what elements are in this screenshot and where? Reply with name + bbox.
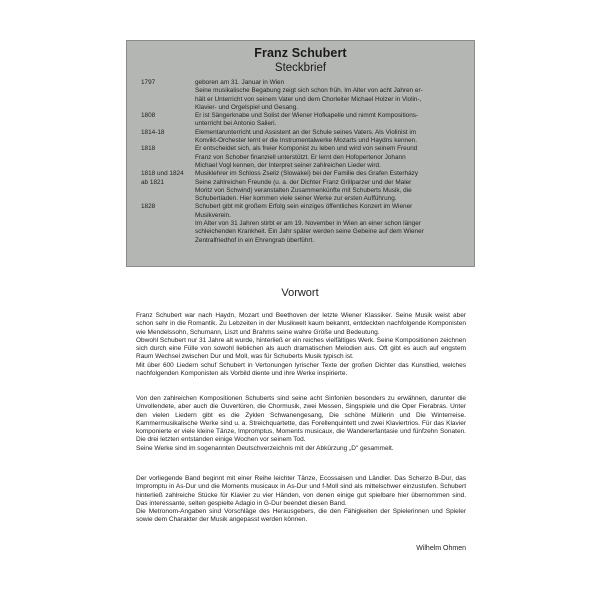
steckbrief-entry [141, 203, 471, 244]
entry-year: 1828 [141, 203, 156, 211]
steckbrief-subtitle: Steckbrief [274, 62, 327, 74]
vorwort-heading: Vorwort [281, 287, 319, 299]
entry-text: Er entscheidet sich, als freier Komponist zu leben und wird von seinem Freund Franz von Schober finanziell unterstützt. Er lernt den Hofopertenor Johann Michael Vogl kennen, der Interpret seiner zahlreichen Lieder wird. [195, 145, 418, 169]
steckbrief-entry [141, 79, 471, 112]
vorwort-paragraph-1: Franz Schubert war nach Haydn, Mozart und Beethoven der letzte Wiener Klassiker. Seine Musik weist aber schon sehr in die Romantik. Zu Lebzeiten in der Musikwelt kaum bekannt, entdeckten nachfolgende Komponisten wie Mendelssohn, Schumann, Liszt und Brahms seine wahre Größe und Bedeutung. Obwohl Schubert nur 31 Jahre alt wurde, hinterließ er ein reiches vielfältiges Werk. Seine Kompositionen zeichnen sich durch eine Fülle von sowohl lieblichen als auch dramatischen Melodien aus. Oft gibt es auch auf engstem Raum Wechsel zwischen Dur und Moll, was für Schuberts Musik typisch ist. Mit über 600 Liedern schuf Schubert in Vertonungen lyrischer Texte der großen Dichter das Kunstlied, welches nachfolgenden Komponisten als Vorbild diente und ihre Werke inspirierte. [136, 312, 466, 378]
entry-text: geboren am 31. Januar in Wien Seine musikalische Begabung zeigt sich schon früh. Im Alter von acht Jahren er- hält er Unterricht von seinem Vater und dem Chorleiter Michael Holzer in Violin-, Klavier- und Orgelspiel und Gesang. [195, 79, 423, 111]
steckbrief-entry [141, 129, 471, 146]
steckbrief-entry [141, 145, 471, 170]
steckbrief-entries [141, 79, 471, 245]
entry-year: 1808 [141, 112, 156, 120]
entry-year: 1814-18 [141, 128, 165, 136]
steckbrief-entry [141, 179, 471, 204]
entry-year: 1818 [141, 145, 156, 153]
entry-text: Elementarunterricht und Assistent an der Schule seines Vaters. Als Violinist im Konvikt-Orchester lernt er die Instrumentalwerke Mozarts und Haydns kennen. [195, 128, 417, 145]
author-signature: Wilhelm Ohmen [416, 545, 466, 552]
entry-text: Seine zahlreichen Freunde (u. a. der Dichter Franz Grillparzer und der Maler Moritz von Schwind) veranstalten Zusammenkünfte mit Schuberts Musik, die Schubertiaden. Hier kommen viele seiner Werke zur ersten Aufführung. [195, 178, 412, 203]
entry-year: 1818 und 1824 [141, 170, 184, 178]
entry-year: ab 1821 [141, 178, 165, 186]
vorwort-paragraph-2: Von den zahlreichen Kompositionen Schuberts sind seine acht Sinfonien besonders zu erwähnen, darunter die Unvollendete, aber auch die Ouvertüren, die Chormusik, zwei Messen, Singspiele und die Oper Fierabras. Unter den vielen Liedern gibt es die Zyklen Schwanengesang, Die schöne Müllerin und Die Winterreise. Kammermusikalische Werke sind u. a. Streichquartette, das Forellenquintett und zwei Klaviertrios. Für das Klavier komponierte er viele kleine Tänze, Impromptus, Moments musicaux, die Wandererfantasie und fünfzehn Sonaten. Die drei letzten entstanden einige Wochen vor seinem Tod. Seine Werke sind im sogenannten Deutschverzeichnis mit der Abkürzung „D" gesammelt. [136, 395, 466, 452]
entry-text: Musiklehrer im Schloss Zseliz (Slowakei) bei der Familie des Grafen Esterházy [195, 170, 419, 178]
steckbrief-title: Franz Schubert [254, 46, 347, 60]
entry-text: Er ist Sängerknabe und Solist der Wiener Hofkapelle und nimmt Kompositions- unterricht bei Antonio Salieri. [195, 112, 419, 128]
steckbrief-entry [141, 170, 471, 178]
vorwort-paragraph-3: Der vorliegende Band beginnt mit einer Reihe leichter Tänze, Ecossaisen und Ländler. Das Scherzo B-Dur, das Impromptu in As-Dur und die Moments musicaux in As-Dur und f-Moll sind als mittelschwer einzustufen. Schubert hinterließ zahlreiche Stücke für Klavier zu vier Händen, von denen einige gut spielbare hier übernommen sind. Das interessante, selten gespielte Adagio in G-Dur beendet diesen Band. Die Metronom-Angaben sind Vorschläge des Herausgebers, die den Fähigkeiten der Spielerinnen und Spieler sowie dem Charakter der Musik angepasst werden können. [136, 475, 466, 524]
entry-text: Schubert gibt mit großem Erfolg sein einziges öffentliches Konzert im Wiener Musikverein. Im Alter von 31 Jahren stirbt er am 19. November in Wien an einer schon länger schleichenden Krankheit. Ein Jahr später werden seine Gebeine auf dem Wiener Zentralfriedhof in ein Ehrengrab überführt. [195, 203, 424, 244]
steckbrief-entry [141, 112, 471, 129]
steckbrief-box [126, 40, 475, 267]
entry-year: 1797 [141, 79, 156, 86]
